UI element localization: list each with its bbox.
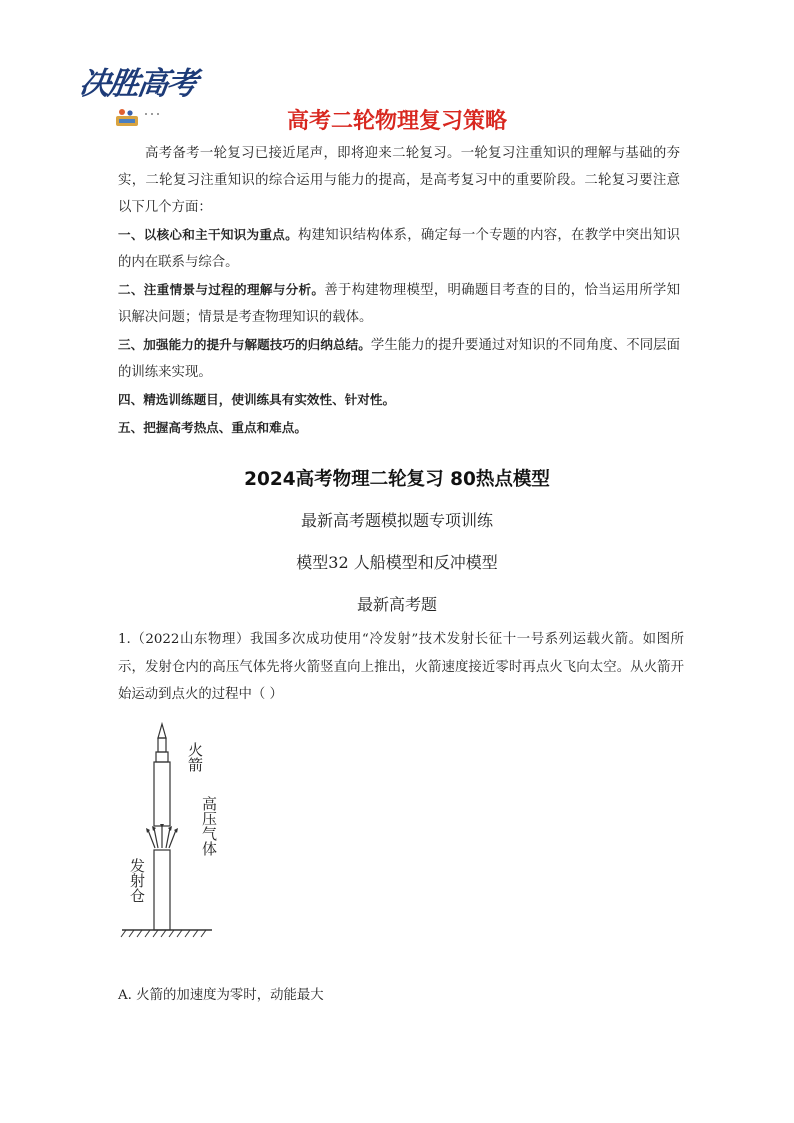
point-5-heading: 五、把握高考热点、重点和难点。 <box>118 420 307 435</box>
point-4 <box>118 386 680 414</box>
point-3-heading: 三、加强能力的提升与解题技巧的归纳总结。 <box>118 337 371 352</box>
label-high-pressure-gas: 高压气体 <box>200 796 218 856</box>
main-title: 高考二轮物理复习策略 <box>286 109 507 134</box>
point-1 <box>118 221 680 276</box>
subheading-model: 模型32 人船模型和反冲模型 <box>296 553 498 572</box>
question-1 <box>118 626 684 709</box>
point-3-text: 学生能力的提升要通过对知识的不同角度、不同层面的训练来实现。 <box>118 338 681 380</box>
point-1-text: 构建知识结构体系，确定每一个专题的内容，在教学中突出知识的内在联系与综合。 <box>118 228 680 270</box>
option-a: A. 火箭的加速度为零时，动能最大 <box>118 988 324 1003</box>
point-4-heading: 四、精选训练题目，使训练具有实效性、针对性。 <box>118 392 396 407</box>
strategy-section <box>118 140 680 442</box>
point-2-heading: 二、注重情景与过程的理解与分析。 <box>118 282 325 297</box>
point-3 <box>118 331 680 386</box>
label-launch-silo: 发射仓 <box>128 858 146 903</box>
section-heading: 2024高考物理二轮复习 80热点模型 <box>244 469 550 490</box>
subheading-latest: 最新高考题 <box>356 595 437 614</box>
point-2 <box>118 276 680 331</box>
rocket-launch-figure <box>118 722 228 948</box>
label-rocket: 火箭 <box>186 742 204 772</box>
subheading-training: 最新高考题模拟题专项训练 <box>300 511 493 530</box>
question-1-text: 1.（2022山东物理）我国多次成功使用“冷发射”技术发射长征十一号系列运载火箭。如图所示，发射仓内的高压气体先将火箭竖直向上推出，火箭速度接近零时再点火飞向太空。从火箭开始运动到点火的过程中（ ） <box>118 632 684 702</box>
point-1-heading: 一、以核心和主干知识为重点。 <box>118 227 298 242</box>
point-2-text: 善于构建物理模型，明确题目考查的目的，恰当运用所学知识解决问题；情景是考查物理知识的载体。 <box>118 283 681 325</box>
intro-paragraph: 高考备考一轮复习已接近尾声，即将迎来二轮复习。一轮复习注重知识的理解与基础的夯实，二轮复习注重知识的综合运用与能力的提高，是高考复习中的重要阶段。二轮复习要注意以下几个方面： <box>118 146 680 215</box>
point-5 <box>118 414 680 442</box>
logo-text: 决胜高考 <box>76 66 199 102</box>
